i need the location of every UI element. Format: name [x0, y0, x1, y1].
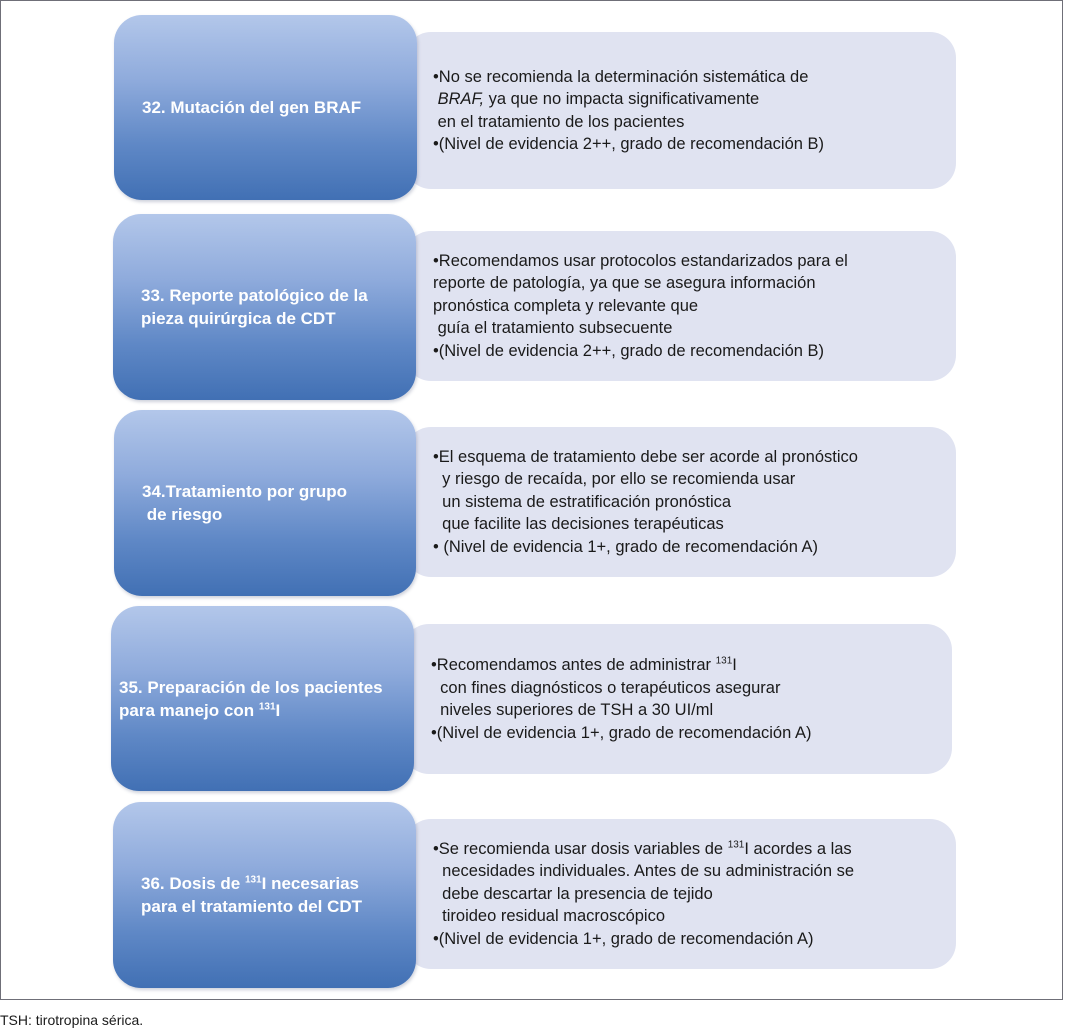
recommendation-line: guía el tratamiento subsecuente: [433, 319, 673, 338]
recommendation-36-title-box: [113, 802, 416, 988]
recommendation-line: •Se recomienda usar dosis variables de $^{131}$I acordes a las: [433, 839, 852, 858]
recommendation-title: 35. Preparación de los pacientes: [119, 677, 383, 697]
isotope-superscript: 131: [727, 839, 745, 851]
recommendation-title: para manejo con $^{131}$I: [119, 700, 281, 720]
recommendation-32-title-box: [114, 15, 417, 200]
isotope-superscript: 131: [258, 700, 276, 712]
recommendation-line: pronóstica completa y relevante que: [433, 296, 699, 315]
recommendation-line: •(Nivel de evidencia 1+, grado de recomendación A): [433, 929, 814, 948]
footnote: TSH: tirotropina sérica.: [0, 1012, 144, 1028]
isotope-superscript: 131: [244, 874, 262, 886]
recommendation-line: •(Nivel de evidencia 2++, grado de recomendación B): [433, 341, 825, 360]
recommendation-line: en el tratamiento de los pacientes: [433, 112, 685, 131]
recommendation-34-text-box: [405, 427, 956, 577]
recommendation-line: con fines diagnósticos o terapéuticos asegurar: [431, 678, 781, 697]
recommendation-line: que facilite las decisiones terapéuticas: [433, 515, 724, 534]
recommendation-line: necesidades individuales. Antes de su administración se: [433, 862, 854, 881]
recommendation-title: de riesgo: [142, 505, 223, 524]
recommendation-line: •El esquema de tratamiento debe ser acorde al pronóstico: [433, 447, 858, 466]
recommendation-line: •(Nivel de evidencia 2++, grado de recomendación B): [433, 135, 825, 153]
recommendation-32-text-box: [405, 32, 956, 189]
recommendation-36-text-box: [405, 819, 956, 969]
recommendation-title: pieza quirúrgica de CDT: [141, 309, 336, 328]
recommendation-line: • (Nivel de evidencia 1+, grado de recomendación A): [433, 537, 819, 556]
recommendation-line: y riesgo de recaída, por ello se recomienda usar: [433, 470, 796, 489]
recommendation-title: 33. Reporte patológico de la: [141, 286, 368, 305]
recommendation-line: BRAF, ya que no impacta significativamente: [437, 90, 760, 108]
gene-name: BRAF,: [437, 90, 485, 108]
recommendation-35-title-box: [111, 606, 414, 791]
recommendation-line: •(Nivel de evidencia 1+, grado de recomendación A): [431, 723, 812, 742]
recommendation-33-title-box: [113, 214, 416, 400]
recommendation-line: debe descartar la presencia de tejido: [433, 884, 713, 903]
recommendation-title: 36. Dosis de $^{131}$I necesarias: [141, 874, 359, 893]
recommendation-title: 34.Tratamiento por grupo: [142, 482, 347, 501]
recommendation-33-text-box: [405, 231, 956, 381]
recommendation-line: •Recomendamos usar protocolos estandarizados para el: [433, 251, 848, 270]
recommendation-title: 32. Mutación del gen BRAF: [142, 98, 362, 117]
recommendation-line: un sistema de estratificación pronóstica: [433, 492, 732, 511]
recommendation-line: tiroideo residual macroscópico: [433, 907, 666, 926]
recommendation-line: •Recomendamos antes de administrar $^{131}$I: [431, 655, 737, 674]
recommendation-line: niveles superiores de TSH a 30 UI/ml: [431, 701, 714, 719]
recommendation-line: •No se recomienda la determinación sistemática de: [433, 67, 809, 86]
recommendation-line: reporte de patología, ya que se asegura información: [433, 274, 816, 293]
recommendation-35-text-box: [403, 624, 952, 774]
recommendation-title: para el tratamiento del CDT: [141, 897, 363, 916]
isotope-superscript: 131: [715, 655, 733, 667]
recommendation-34-title-box: [114, 410, 416, 596]
